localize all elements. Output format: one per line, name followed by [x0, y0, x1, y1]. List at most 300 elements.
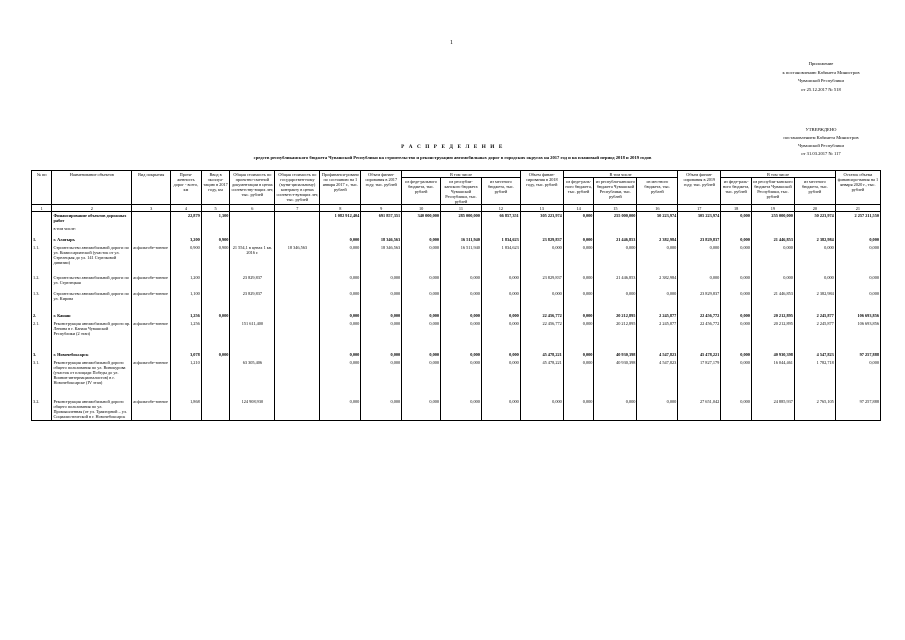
table-cell: [594, 224, 637, 232]
table-cell: Реконструкция автомобильной дороги пр. Ленина в г. Канаш Чувашской Республики (2 этап): [53, 320, 131, 336]
table-cell: 285 000,000: [441, 212, 482, 224]
table-cell: 0,000: [637, 286, 678, 302]
column-number-cell: 16: [637, 205, 678, 212]
table-cell: 1,256: [171, 319, 202, 337]
annex-block: [746, 60, 896, 94]
column-number-cell: 6: [230, 205, 275, 212]
table-cell: 0,000: [441, 286, 482, 302]
header-cell: Профинанси-ровано по состоянию на 1 января 2017 г., тыс. рублей: [320, 171, 361, 205]
table-cell: [132, 231, 171, 243]
table-cell: 20 212,895: [751, 319, 794, 337]
table-cell: 0,900: [201, 243, 230, 266]
table-cell: 0,000: [721, 336, 752, 358]
table-cell: [751, 224, 794, 232]
table-cell: 0,000: [320, 265, 361, 286]
table-cell: асфальтобе-тонное: [132, 286, 171, 302]
document-subtitle: средств республиканского бюджета Чувашской Республики на строительство и реконструкцию автомобильных дорог в городских округах на 2017 год и на плановый период 2018 и 2019 годов: [253, 155, 652, 160]
table-cell: 255 000,000: [751, 212, 794, 224]
table-row: [32, 301, 881, 319]
table-cell: 0,900: [171, 243, 202, 266]
table-cell: 0,000: [678, 243, 721, 266]
table-cell: 2 382,984: [637, 265, 678, 286]
table-cell: 0,000: [481, 385, 520, 420]
table-cell: 0,000: [361, 336, 402, 358]
header-group: В том числе: [563, 171, 678, 178]
table-cell: 691 857,351: [361, 212, 402, 224]
table-cell: 0,000: [563, 243, 594, 266]
table-cell: 0,000: [320, 336, 361, 358]
table-cell: 0,000: [481, 265, 520, 286]
table-cell: 27 651,042: [678, 385, 721, 420]
table-cell: 0,000: [794, 243, 835, 266]
table-cell: [275, 231, 320, 243]
header-cell: из феде-раль-ного бюджета, тыс. рублей: [721, 178, 752, 205]
column-number-cell: 9: [361, 205, 402, 212]
table-cell: 22 456,772: [678, 301, 721, 319]
table-cell: 0,000: [481, 286, 520, 302]
table-row: [32, 224, 881, 232]
table-cell: 0,000: [441, 358, 482, 386]
table-body: [32, 205, 881, 421]
table-cell: 2 765,105: [794, 385, 835, 420]
table-cell: [678, 224, 721, 232]
table-cell: 0,000: [402, 243, 441, 266]
table-cell: 106 693,856: [835, 319, 880, 337]
table-cell: 2 245,877: [794, 319, 835, 337]
header-cell: из местного бюджета, тыс. рублей: [794, 178, 835, 205]
table-cell: 1.1.: [32, 243, 52, 266]
header-group: В том числе: [402, 171, 521, 178]
table-cell: 3.: [32, 336, 52, 358]
table-cell: [275, 301, 320, 319]
table-cell: 23 829,837: [678, 286, 721, 302]
table-cell: г. Алатырь: [52, 231, 132, 243]
table-cell: 0,000: [721, 265, 752, 286]
table-cell: 1.: [32, 231, 52, 243]
table-cell: 0,000: [361, 286, 402, 302]
table-row: [32, 319, 881, 337]
table-cell: 0,000: [402, 265, 441, 286]
table-cell: [201, 385, 230, 420]
header-cell: из республи-канского бюджета Чувашской Республики, тыс. рублей: [441, 178, 482, 205]
column-number-cell: 18: [721, 205, 752, 212]
table-cell: 45 478,221: [520, 336, 563, 358]
table-cell: 0,000: [320, 319, 361, 337]
header-cell: Объем финан-сирования в 2017 году, тыс. рублей: [361, 171, 402, 205]
table-cell: 18 346,563: [361, 231, 402, 243]
table-cell: 0,000: [320, 243, 361, 266]
table-cell: 50 223,974: [637, 212, 678, 224]
table-cell: [520, 224, 563, 232]
table-cell: 3.2.: [32, 385, 52, 420]
table-cell: 0,000: [594, 385, 637, 420]
table-cell: 0,000: [520, 243, 563, 266]
table-cell: 0,000: [481, 358, 520, 386]
table-cell: 3.1.: [32, 358, 52, 386]
header-cell: Общая стоимость по государствен-ному (муни-ципальному) контракту в ценах соответст-вующих лет, тыс. рублей: [275, 171, 320, 205]
header-cell: из местного бюджета, тыс. рублей: [637, 178, 678, 205]
table-cell: 40 930,398: [751, 336, 794, 358]
header-cell: Протя-женность дорог - всего, км: [171, 171, 202, 205]
table-cell: [201, 358, 230, 386]
table-cell: 0,000: [481, 319, 520, 337]
table-cell: 23 829,837: [230, 286, 275, 302]
table-cell: 0,000: [721, 286, 752, 302]
table-cell: [361, 224, 402, 232]
column-number-cell: 14: [563, 205, 594, 212]
column-number-cell: 15: [594, 205, 637, 212]
table-cell: [230, 301, 275, 319]
table-cell: в том числе:: [52, 224, 132, 232]
table-cell: 40 930,398: [594, 358, 637, 386]
table-cell: 0,000: [402, 286, 441, 302]
table-cell: 21 446,853: [751, 286, 794, 302]
table-cell: 0,000: [563, 385, 594, 420]
column-number-cell: 2: [52, 205, 132, 212]
table-cell: 22 456,772: [520, 301, 563, 319]
column-number-cell: 19: [751, 205, 794, 212]
table-cell: 0,000: [721, 231, 752, 243]
table-cell: 2 382,984: [637, 231, 678, 243]
approved-line: от 31.03.2017 № 117: [801, 151, 841, 156]
table-cell: [171, 224, 202, 232]
table-cell: 16 044,461: [751, 358, 794, 386]
table-cell: асфальтобе-тонное: [132, 243, 171, 266]
header-cell: Объем финан-сирования в 2018 году, тыс. рублей: [520, 171, 563, 205]
table-cell: Строительство автомобильной дороги по ул. Комиссариатской (участок от ул. Стрелецкая до ул. 141 Стрелковой дивизии): [52, 243, 132, 266]
table-cell: [132, 301, 171, 319]
table-cell: 151 611,400: [230, 319, 275, 337]
table-cell: 20 212,895: [594, 319, 637, 337]
approved-line: постановлением Кабинета Министров: [783, 135, 859, 140]
table-cell: 1,210: [171, 358, 202, 386]
table-cell: [201, 286, 230, 302]
table-cell: [275, 319, 320, 337]
table-cell: 1,100: [171, 286, 202, 302]
table-cell: 0,000: [563, 301, 594, 319]
table-cell: [275, 385, 320, 420]
table-cell: 0,000: [320, 358, 361, 386]
table-cell: 0,000: [563, 212, 594, 224]
table-cell: 0,000: [361, 265, 402, 286]
table-cell: асфальтобе-тонное: [132, 265, 171, 286]
table-cell: Строительство автомобильной дороги по ул. Кирова: [52, 286, 132, 302]
table-cell: 23 829,837: [678, 231, 721, 243]
column-number-cell: 7: [275, 205, 320, 212]
table-cell: 0,000: [721, 358, 752, 386]
table-cell: 0,000: [201, 301, 230, 319]
table-cell: 0,000: [794, 265, 835, 286]
table-cell: 0,000: [594, 286, 637, 302]
table-cell: 45 478,221: [520, 358, 563, 386]
header-cell: из феде-рального бюджета, тыс. рублей: [402, 178, 441, 205]
table-cell: 2 245,877: [637, 301, 678, 319]
table-cell: Реконструкция автомобильной дороги общего пользования по ул. Винокурова (участок от площади Победы до ул. Воинов-интернационалистов) в г. Новочебоксарске (IV этап): [52, 358, 132, 386]
table-row: [32, 231, 881, 243]
table-cell: [32, 224, 52, 232]
table-cell: 0,000: [563, 336, 594, 358]
table-cell: 1.3.: [32, 286, 52, 302]
table-cell: 2 245,877: [637, 319, 678, 337]
table-cell: 1 834,623: [481, 231, 520, 243]
table-cell: 23 829,837: [520, 265, 563, 286]
column-number-cell: 1: [32, 205, 52, 212]
table-cell: Реконструкция автомобильной дороги общего пользования по ул. Промышленная (от ул. Тракторной – ул. Социалистической в г. Новочебоксарск: [52, 385, 132, 420]
table-cell: 40 930,398: [594, 336, 637, 358]
table-cell: 22 456,772: [678, 319, 721, 337]
annex-line: Приложение: [808, 61, 834, 66]
table-cell: г. Новочебоксарск: [52, 336, 132, 358]
table-cell: [835, 224, 880, 232]
table-cell: Строительство автомобильной дороги по ул. Стрелецкая: [52, 265, 132, 286]
table-cell: 255 000,000: [594, 212, 637, 224]
table-cell: 45 478,221: [678, 336, 721, 358]
table-cell: [201, 319, 230, 337]
column-number-cell: 13: [520, 205, 563, 212]
table-cell: 4 547,823: [637, 358, 678, 386]
table-cell: 2 382,984: [794, 286, 835, 302]
header-group: В том числе: [721, 171, 836, 178]
annex-line: от 25.12.2017 № 518: [801, 86, 841, 92]
table-cell: 0,000: [441, 265, 482, 286]
column-number-cell: 11: [441, 205, 482, 212]
table-cell: [402, 224, 441, 232]
table-cell: 0,000: [320, 301, 361, 319]
table-cell: 22,879: [171, 212, 202, 224]
table-cell: 66 857,351: [481, 212, 520, 224]
table-cell: 0,000: [563, 265, 594, 286]
table-cell: 0,000: [594, 243, 637, 266]
table-cell: 2 245,877: [794, 301, 835, 319]
table-cell: 2.: [32, 301, 52, 319]
table-cell: 0,000: [201, 336, 230, 358]
table-cell: [320, 224, 361, 232]
table-cell: 0,000: [563, 358, 594, 386]
table-cell: 50 223,974: [794, 212, 835, 224]
table-cell: 0,000: [402, 319, 441, 337]
table-cell: [32, 212, 52, 224]
table-row: [32, 243, 881, 266]
table-cell: [481, 224, 520, 232]
table-cell: 0,000: [441, 336, 482, 358]
table-cell: 0,000: [320, 231, 361, 243]
header-cell: из местного бюджета, тыс. рублей: [481, 178, 520, 205]
table-cell: 18 346,563: [275, 243, 320, 266]
table-cell: 0,000: [481, 301, 520, 319]
table-cell: 0,000: [402, 231, 441, 243]
table-row: [32, 385, 881, 420]
table-cell: [275, 224, 320, 232]
annex-line: к постановлению Кабинета Министров: [782, 69, 860, 75]
table-cell: 23 829,837: [230, 265, 275, 286]
table-cell: 0,000: [320, 385, 361, 420]
table-cell: 0,000: [721, 212, 752, 224]
table-cell: [275, 336, 320, 358]
table-cell: [201, 265, 230, 286]
table-cell: 2 257 211,550: [835, 212, 880, 224]
table-cell: 21 446,853: [594, 265, 637, 286]
table-cell: 0,000: [835, 358, 880, 386]
approved-block: [746, 126, 896, 158]
table-cell: [201, 224, 230, 232]
column-number-cell: 10: [402, 205, 441, 212]
header-cell: из феде-раль-ного бюджета, тыс. рублей: [563, 178, 594, 205]
table-cell: 0,000: [751, 265, 794, 286]
table-cell: 0,000: [402, 301, 441, 319]
table-cell: 0,000: [835, 286, 880, 302]
header-cell: Объем финан-сирования в 2019 году, тыс. рублей: [678, 171, 721, 205]
table-cell: 0,000: [520, 385, 563, 420]
column-number-cell: 17: [678, 205, 721, 212]
table-cell: 0,000: [721, 301, 752, 319]
table-cell: [721, 224, 752, 232]
table-cell: 0,900: [201, 231, 230, 243]
column-number-cell: 21: [835, 205, 880, 212]
column-number-cell: 4: [171, 205, 202, 212]
table-cell: 24 885,937: [751, 385, 794, 420]
table-cell: 0,000: [320, 286, 361, 302]
table-cell: 0,000: [721, 243, 752, 266]
table-cell: 0,000: [563, 286, 594, 302]
table-cell: асфальтобе-тонное: [132, 319, 171, 337]
table-cell: 0,000: [637, 385, 678, 420]
table-cell: 0,000: [563, 231, 594, 243]
table-cell: 0,000: [441, 385, 482, 420]
header-cell: из республи-канского бюджета Чувашской Республики, тыс. рублей: [594, 178, 637, 205]
table-cell: 21 446,853: [751, 231, 794, 243]
header-cell: Наименование объектов: [52, 171, 132, 205]
table-cell: [230, 212, 275, 224]
table-cell: 16 511,940: [441, 231, 482, 243]
table-cell: 3,078: [171, 336, 202, 358]
table-cell: [230, 231, 275, 243]
distribution-table: [31, 170, 881, 421]
table-cell: 4 547,823: [794, 336, 835, 358]
table-cell: 1 082 912,404: [320, 212, 361, 224]
table-cell: асфальтобе-тонное: [132, 358, 171, 386]
table-cell: 20 212,895: [751, 301, 794, 319]
table-cell: [275, 265, 320, 286]
table-cell: 21 554,1 в ценах 1 кв. 2016 г.: [230, 243, 275, 266]
table-cell: 0,000: [721, 385, 752, 420]
table-cell: 1,300: [201, 212, 230, 224]
approved-line: Чувашской Республики: [798, 143, 844, 148]
table-cell: [132, 224, 171, 232]
table-cell: 17 827,179: [678, 358, 721, 386]
header-cell: Ввод в эксплуа-тацию в 2017 году, км: [201, 171, 230, 205]
table-cell: асфальтобе-тонное: [132, 385, 171, 420]
table-cell: [230, 224, 275, 232]
table-cell: 4 547,823: [637, 336, 678, 358]
table-cell: 106 693,856: [835, 301, 880, 319]
header-cell: Общая стоимость по проектно-сметной документации в ценах соответству-ющих лет, тыс. рублей: [230, 171, 275, 205]
table-cell: 0,000: [678, 265, 721, 286]
table-cell: [794, 224, 835, 232]
table-cell: 0,000: [563, 319, 594, 337]
table-cell: 1,256: [171, 301, 202, 319]
column-number-cell: 20: [794, 205, 835, 212]
table-cell: 0,000: [751, 243, 794, 266]
page-number: 1: [450, 40, 453, 46]
table-cell: 1,868: [171, 385, 202, 420]
table-cell: 16 511,940: [441, 243, 482, 266]
table-cell: 0,000: [402, 336, 441, 358]
table-cell: 305 223,974: [678, 212, 721, 224]
header-cell: № пп: [32, 171, 52, 205]
header-cell: Остаток объема финансиро-вания на 1 января 2020 г., тыс. рублей: [835, 171, 880, 205]
table-row: [32, 358, 881, 386]
table-cell: 0,000: [520, 286, 563, 302]
table-cell: 0,000: [441, 301, 482, 319]
document-title: Р А С П Р Е Д Е Л Е Н И Е: [401, 144, 504, 150]
table-cell: 305 223,974: [520, 212, 563, 224]
table-cell: 340 000,000: [402, 212, 441, 224]
table-cell: 0,000: [835, 265, 880, 286]
table-cell: 0,000: [481, 336, 520, 358]
header-row: [32, 171, 881, 178]
table-cell: 0,000: [402, 358, 441, 386]
approved-line: УТВЕРЖДЕНО: [805, 127, 837, 132]
table-cell: [563, 224, 594, 232]
table-cell: [275, 212, 320, 224]
table-cell: г. Канаш: [52, 301, 132, 319]
table-row: [32, 212, 881, 224]
table-row: [32, 265, 881, 286]
table-cell: 97 257,888: [835, 385, 880, 420]
column-number-cell: 8: [320, 205, 361, 212]
table-cell: 1.2.: [32, 265, 52, 286]
header-cell: из республи-канского бюджета Чувашской Республики, тыс. рублей: [751, 178, 794, 205]
table-cell: 0,000: [441, 319, 482, 337]
table-cell: 1 782,718: [794, 358, 835, 386]
column-number-cell: 5: [201, 205, 230, 212]
column-number-row: [32, 205, 881, 212]
table-cell: 97 257,888: [835, 336, 880, 358]
table-cell: 63 305,406: [230, 358, 275, 386]
table-cell: 18 346,563: [361, 243, 402, 266]
table-cell: [275, 286, 320, 302]
table-cell: 0,000: [361, 385, 402, 420]
table-row: [32, 286, 881, 302]
table-cell: 0,000: [835, 243, 880, 266]
table-cell: 124 908,930: [230, 385, 275, 420]
annex-line: Чувашской Республики: [798, 78, 844, 83]
table-cell: [230, 336, 275, 358]
column-number-cell: 12: [481, 205, 520, 212]
table-cell: [441, 224, 482, 232]
table-cell: 0,000: [637, 243, 678, 266]
table-cell: 0,000: [361, 319, 402, 337]
table-cell: 22 456,772: [520, 319, 563, 337]
table-cell: 0,000: [721, 319, 752, 337]
table-cell: 1 834,623: [481, 243, 520, 266]
table-cell: 20 212,895: [594, 301, 637, 319]
table-cell: 23 829,837: [520, 231, 563, 243]
table-cell: 2 382,984: [794, 231, 835, 243]
table-cell: 2.1.: [32, 319, 52, 337]
table-cell: 0,000: [402, 385, 441, 420]
table-cell: 3,200: [171, 231, 202, 243]
column-number-cell: 3: [132, 205, 171, 212]
header-cell: Вид покрытия: [132, 171, 171, 205]
table-row: [32, 336, 881, 358]
table-cell: 1,200: [171, 265, 202, 286]
table-cell: [132, 212, 171, 224]
table-cell: 0,000: [835, 231, 880, 243]
table-cell: Финансирование объектов дорожных работ: [52, 212, 132, 224]
table-cell: 0,000: [361, 301, 402, 319]
table-cell: [132, 336, 171, 358]
